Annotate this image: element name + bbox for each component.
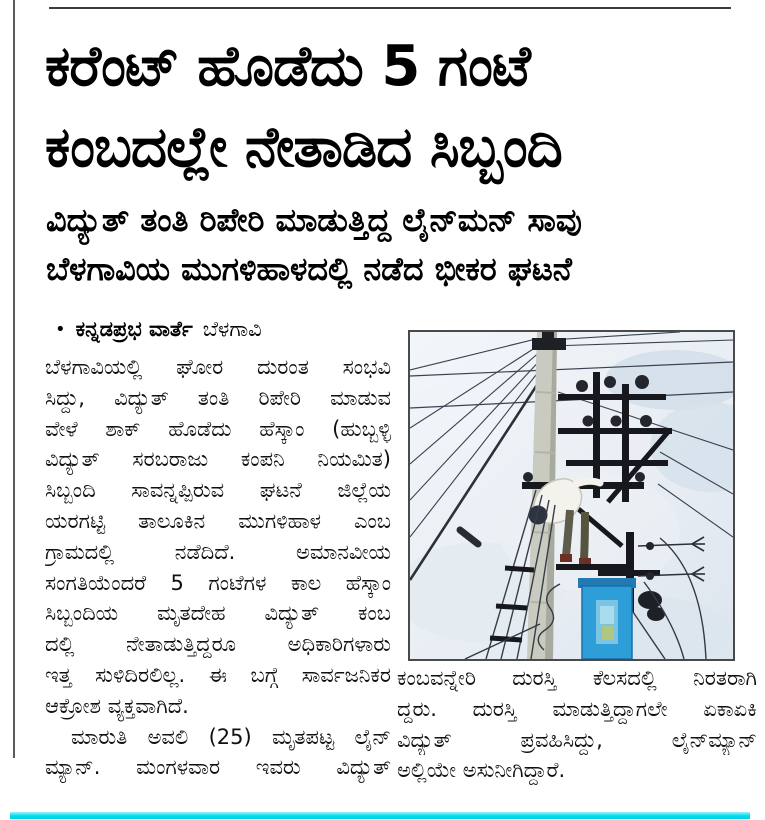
article-body-left-column bbox=[45, 352, 391, 792]
subheadline bbox=[46, 196, 746, 294]
article-body-right-column bbox=[397, 663, 757, 793]
body-text-line: ಇತ್ತ ಸುಳಿದಿರಲಿಲ್ಲ. ಈ ಬಗ್ಗೆ ಸಾರ್ವಜನಿಕರ bbox=[45, 662, 391, 687]
body-text-line: ಮಾರುತಿ ಅವಲಿ (25) ಮೃತಪಟ್ಟ ಲೈನ್ bbox=[71, 724, 391, 749]
byline-source: ಕನ್ನಡಪ್ರಭ ವಾರ್ತೆ bbox=[75, 317, 193, 341]
body-text-line: ವಿದ್ಯುತ್ ಸರಬರಾಜು ಕಂಪನಿ ನಿಯಮಿತ) bbox=[45, 447, 391, 472]
body-text-line: ಅಲ್ಲಿಯೇ ಅಸುನೀಗಿದ್ದಾರೆ. bbox=[397, 758, 566, 783]
section-divider-bar bbox=[10, 812, 750, 819]
body-text-line: ಕಂಬವನ್ನೇರಿ ದುರಸ್ತಿ ಕೆಲಸದಲ್ಲಿ ನಿರತರಾಗಿ bbox=[397, 666, 757, 690]
headline-line-1: ಕರೆಂಟ್ ಹೊಡೆದು 5 ಗಂಟೆ bbox=[45, 34, 530, 99]
top-separator-rule bbox=[49, 7, 731, 9]
body-text-line: ಮ್ಯಾನ್. ಮಂಗಳವಾರ ಇವರು ವಿದ್ಯುತ್ bbox=[45, 755, 391, 780]
body-text-line: ಸಿದ್ದು, ವಿದ್ಯುತ್ ತಂತಿ ರಿಪೇರಿ ಮಾಡುವ bbox=[45, 385, 391, 410]
article-photo bbox=[408, 330, 735, 661]
body-text-line: ಸಂಗತಿಯೆಂದರೆ 5 ಗಂಟೆಗಳ ಕಾಲ ಹೆಸ್ಕಾಂ bbox=[45, 570, 391, 595]
headline bbox=[45, 26, 735, 188]
byline-location: ಬೆಳಗಾವಿ bbox=[202, 317, 262, 341]
body-text-line: ಸಿಬ್ಬಂದಿಯ ಮೃತದೇಹ ವಿದ್ಯುತ್ ಕಂಬ bbox=[45, 601, 391, 626]
body-text-line: ಬೆಳಗಾವಿಯಲ್ಲಿ ಘೋರ ದುರಂತ ಸಂಭವಿ bbox=[45, 355, 391, 379]
body-text-line: ಆಕ್ರೋಶ ವ್ಯಕ್ತವಾಗಿದೆ. bbox=[45, 693, 189, 718]
body-text-line: ಸಿಬ್ಬಂದಿ ಸಾವನ್ನಪ್ಪಿರುವ ಘಟನೆ ಜಿಲ್ಲೆಯ bbox=[45, 478, 391, 503]
body-text-line: ವೇಳೆ ಶಾಕ್ ಹೊಡೆದು ಹೆಸ್ಕಾಂ (ಹುಬ್ಬಳ್ಳಿ bbox=[45, 416, 391, 441]
body-text-line: ದಲ್ಲಿ ನೇತಾಡುತ್ತಿದ್ದರೂ ಅಧಿಕಾರಿಗಳಾರು bbox=[45, 632, 391, 657]
body-text-line: ದ್ದರು. ದುರಸ್ತಿ ಮಾಡುತ್ತಿದ್ದಾಗಲೇ ಏಕಾಏಕಿ bbox=[397, 696, 757, 721]
body-text-line: ಗ್ರಾಮದಲ್ಲಿ ನಡೆದಿದೆ. ಅಮಾನವೀಯ bbox=[45, 539, 391, 564]
body-text-line: ಯರಗಟ್ಟಿ ತಾಲೂಕಿನ ಮುಗಳಿಹಾಳ ಎಂಬ bbox=[45, 508, 391, 533]
byline-bullet-icon: • bbox=[55, 319, 66, 340]
subheadline-line-2: ಬೆಳಗಾವಿಯ ಮುಗಳಿಹಾಳದಲ್ಲಿ ನಡೆದ ಭೀಕರ ಘಟನೆ bbox=[46, 250, 572, 288]
subheadline-line-1: ವಿದ್ಯುತ್ ತಂತಿ ರಿಪೇರಿ ಮಾಡುತ್ತಿದ್ದ ಲೈನ್‌ಮನ್ ಸಾವು bbox=[46, 201, 582, 239]
body-text-line: ವಿದ್ಯುತ್ ಪ್ರವಹಿಸಿದ್ದು, ಲೈನ್‌ಮ್ಯಾನ್ bbox=[397, 727, 757, 752]
lineman-on-pole-photo-graphic bbox=[410, 332, 733, 659]
byline bbox=[55, 317, 395, 342]
left-column-rule bbox=[13, 0, 15, 758]
headline-line-2: ಕಂಬದಲ್ಲೇ ನೇತಾಡಿದ ಸಿಬ್ಬಂದಿ bbox=[45, 115, 562, 180]
